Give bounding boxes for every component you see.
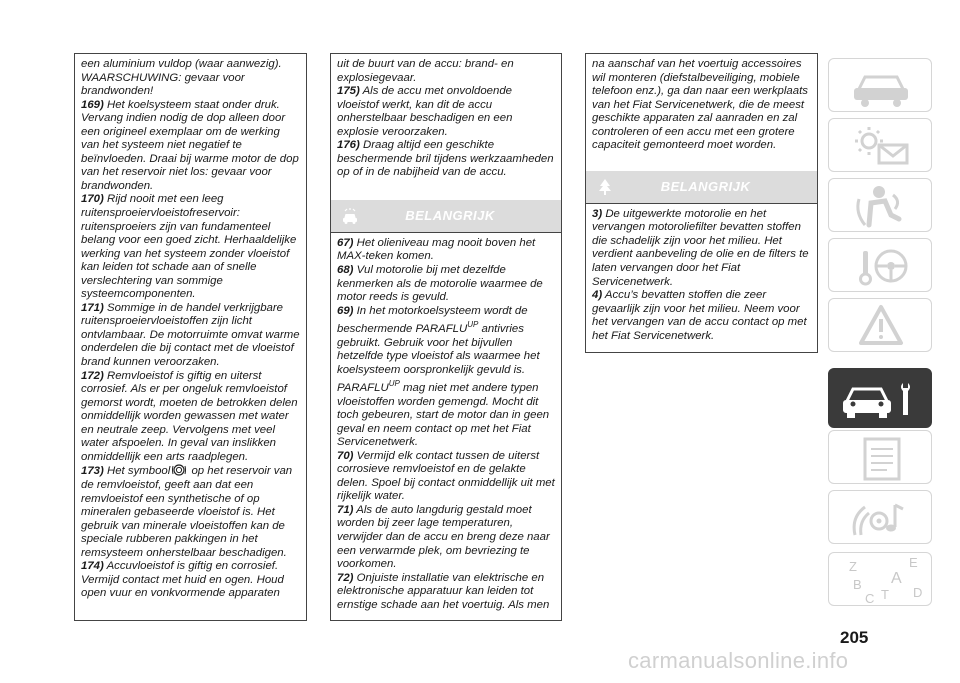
banner-title: BELANGRIJK bbox=[660, 179, 751, 195]
note-171: 171) Sommige in de handel verkrijgbare ruitensproeiervloeistoffen zijn licht ontvlambaar. De motorruimte omvat warme onderdelen die bij contact met de vloeistof brand kunnen veroorzaken. bbox=[81, 301, 300, 369]
note-169: 169) Het koelsysteem staat onder druk. Vervang indien nodig de dop alleen door een origineel exemplaar om de werking van het systeem niet negatief te beïnvloeden. Draai bij warme motor de dop van het reservoir niet los: gevaar voor brandwonden. bbox=[81, 98, 299, 192]
index-letter: D bbox=[913, 585, 923, 600]
important-67: 67) Het olieniveau mag nooit boven het MAX-teken komen. bbox=[337, 236, 536, 263]
chapter-tab-starting[interactable] bbox=[828, 238, 932, 292]
technical-data-icon bbox=[829, 431, 933, 485]
continued-paragraph: uit de buurt van de accu: brand- en explosiegevaar. bbox=[337, 58, 514, 84]
important-69: 69) In het motorkoelsysteem wordt de beschermende $PARAFLU^{UP}$ antivries gebruikt. Gebruik voor het bijvullen hetzelfde type vloeistof als waarmee het koelsysteem oorspronkelijk gevuld is. $PARAFLU^{UP}$ mag niet met andere typen vloeistoffen worden gemengd. Mocht dit toch gebeuren, start de motor dan in geen geval en neem contact op met het Fiat Servicenetwerk. bbox=[337, 304, 550, 449]
important-70: 70) Vermijd elk contact tussen de uiterst corrosieve remvloeistof en de gelakte delen. Spoel bij contact onmiddellijk uit met rijkelijk water. bbox=[337, 449, 555, 503]
important-box bbox=[331, 232, 561, 616]
chapter-tab-emergency[interactable] bbox=[828, 298, 932, 352]
note-170: 170) Rijd nooit met een leeg ruitensproeiervloeistofreservoir: ruitensproeiers zijn van fundamenteel belang voor een goed zicht. Herhaaldelijke werking van het systeem zonder vloeistof kan leiden tot schade aan of snelle verslechtering van sommige systeemcomponenten. bbox=[81, 193, 297, 301]
index-letter: E bbox=[909, 555, 918, 570]
text-column-3 bbox=[585, 53, 818, 353]
lights-message-icon bbox=[829, 119, 933, 173]
chapter-tab-index[interactable] bbox=[828, 552, 932, 606]
note-173: 173) Het symbool op het reservoir van de remvloeistof, geeft aan dat een remvloeistof een synthetische of op mineralen gebaseerde vloeistof is. Het gebruik van minerale vloeistoffen kan de speciale rubberen pakkingen in het remsysteem onherstelbaar beschadigen. bbox=[81, 465, 293, 559]
chapter-tab-dashboard[interactable] bbox=[828, 58, 932, 112]
text-column-2 bbox=[330, 53, 562, 621]
note-174: 174) Accuvloeistof is giftig en corrosief. Vermijd contact met huid en ogen. Houd open vuur en vonkvormende apparaten bbox=[81, 560, 284, 600]
continued-paragraph: na aanschaf van het voertuig accessoires wil monteren (diefstalbeveiliging, mobiele telefoon enz.), ga dan naar een werkplaats van het Fiat Servicenetwerk, die de meest geschikte apparaten zal aanraden en zal controleren of een accu met een grotere capaciteit gemonteerd moet worden. bbox=[592, 58, 808, 152]
important-banner bbox=[331, 200, 561, 232]
warning-triangle-icon bbox=[829, 299, 933, 353]
important-68: 68) Vul motorolie bij met dezelfde kenmerken als de motorolie waarmee de motor reeds is gevuld. bbox=[337, 264, 543, 304]
multimedia-icon bbox=[829, 491, 933, 545]
environment-3: 3) De uitgewerkte motorolie en het vervangen motoroliefilter bevatten stoffen die schadelijk zijn voor het milieu. Het verdient aanbeveling de olie en de filters te laten vervangen door het Fiat Servicenetwerk. bbox=[592, 207, 809, 288]
key-steering-icon bbox=[829, 239, 933, 293]
alphabet-index-icon bbox=[829, 553, 933, 607]
note-175: 175) Als de accu met onvoldoende vloeistof werkt, kan dit de accu onherstelbaar beschadigen en een explosie veroorzaken. bbox=[337, 85, 513, 138]
environment-4: 4) Accu’s bevatten stoffen die zeer gevaarlijk zijn voor het milieu. Neem voor het vervangen van de accu contact op met het Fiat Servicenetwerk. bbox=[592, 289, 807, 342]
chapter-tab-multimedia[interactable] bbox=[828, 490, 932, 544]
seat-safety-icon bbox=[829, 179, 933, 233]
note-176: 176) Draag altijd een geschikte beschermende bril tijdens werkzaamheden op of in de nabijheid van de accu. bbox=[337, 139, 554, 179]
index-letter: B bbox=[853, 577, 862, 592]
car-wrench-icon bbox=[829, 369, 933, 429]
car-dashboard-icon bbox=[829, 59, 933, 113]
index-letter: C bbox=[865, 591, 875, 606]
brake-fluid-symbol-icon bbox=[172, 464, 186, 476]
important-71: 71) Als de auto langdurig gestald moet worden bij zeer lage temperaturen, verwijder dan de accu en breng deze naar een verwarmde plek, om bevriezing te voorkomen. bbox=[337, 503, 550, 571]
intro-paragraph: een aluminium vuldop (waar aanwezig). WAARSCHUWING: gevaar voor brandwonden! bbox=[81, 58, 282, 98]
note-172: 172) Remvloeistof is giftig en uiterst corrosief. Als er per ongeluk remvloeistof gemorst wordt, moeten de betrokken delen onmiddellijk worden gewassen met water en neutrale zeep. Vervolgens met veel water afspoelen. In geval van inslikken onmiddellijk een arts raadplegen. bbox=[81, 369, 298, 463]
text-column-1 bbox=[74, 53, 307, 621]
index-letter: A bbox=[891, 570, 902, 587]
environment-box bbox=[586, 203, 817, 347]
index-letter: Z bbox=[849, 559, 857, 574]
chapter-tab-safety[interactable] bbox=[828, 178, 932, 232]
page-number: 205 bbox=[840, 628, 869, 647]
chapter-tab-maintenance[interactable] bbox=[828, 368, 932, 428]
important-72: 72) Onjuiste installatie van elektrische en elektronische apparatuur kan leiden tot ernstige schade aan het voertuig. Als men bbox=[337, 571, 550, 611]
chapter-tab-technical-data[interactable] bbox=[828, 430, 932, 484]
banner-title: BELANGRIJK bbox=[405, 208, 495, 224]
car-hazard-icon bbox=[341, 207, 359, 225]
index-letter: T bbox=[881, 587, 889, 602]
chapter-tab-lights[interactable] bbox=[828, 118, 932, 172]
footer-watermark: carmanualsonline.info bbox=[628, 648, 849, 673]
environment-banner bbox=[586, 171, 817, 203]
tree-environment-icon bbox=[596, 178, 614, 196]
